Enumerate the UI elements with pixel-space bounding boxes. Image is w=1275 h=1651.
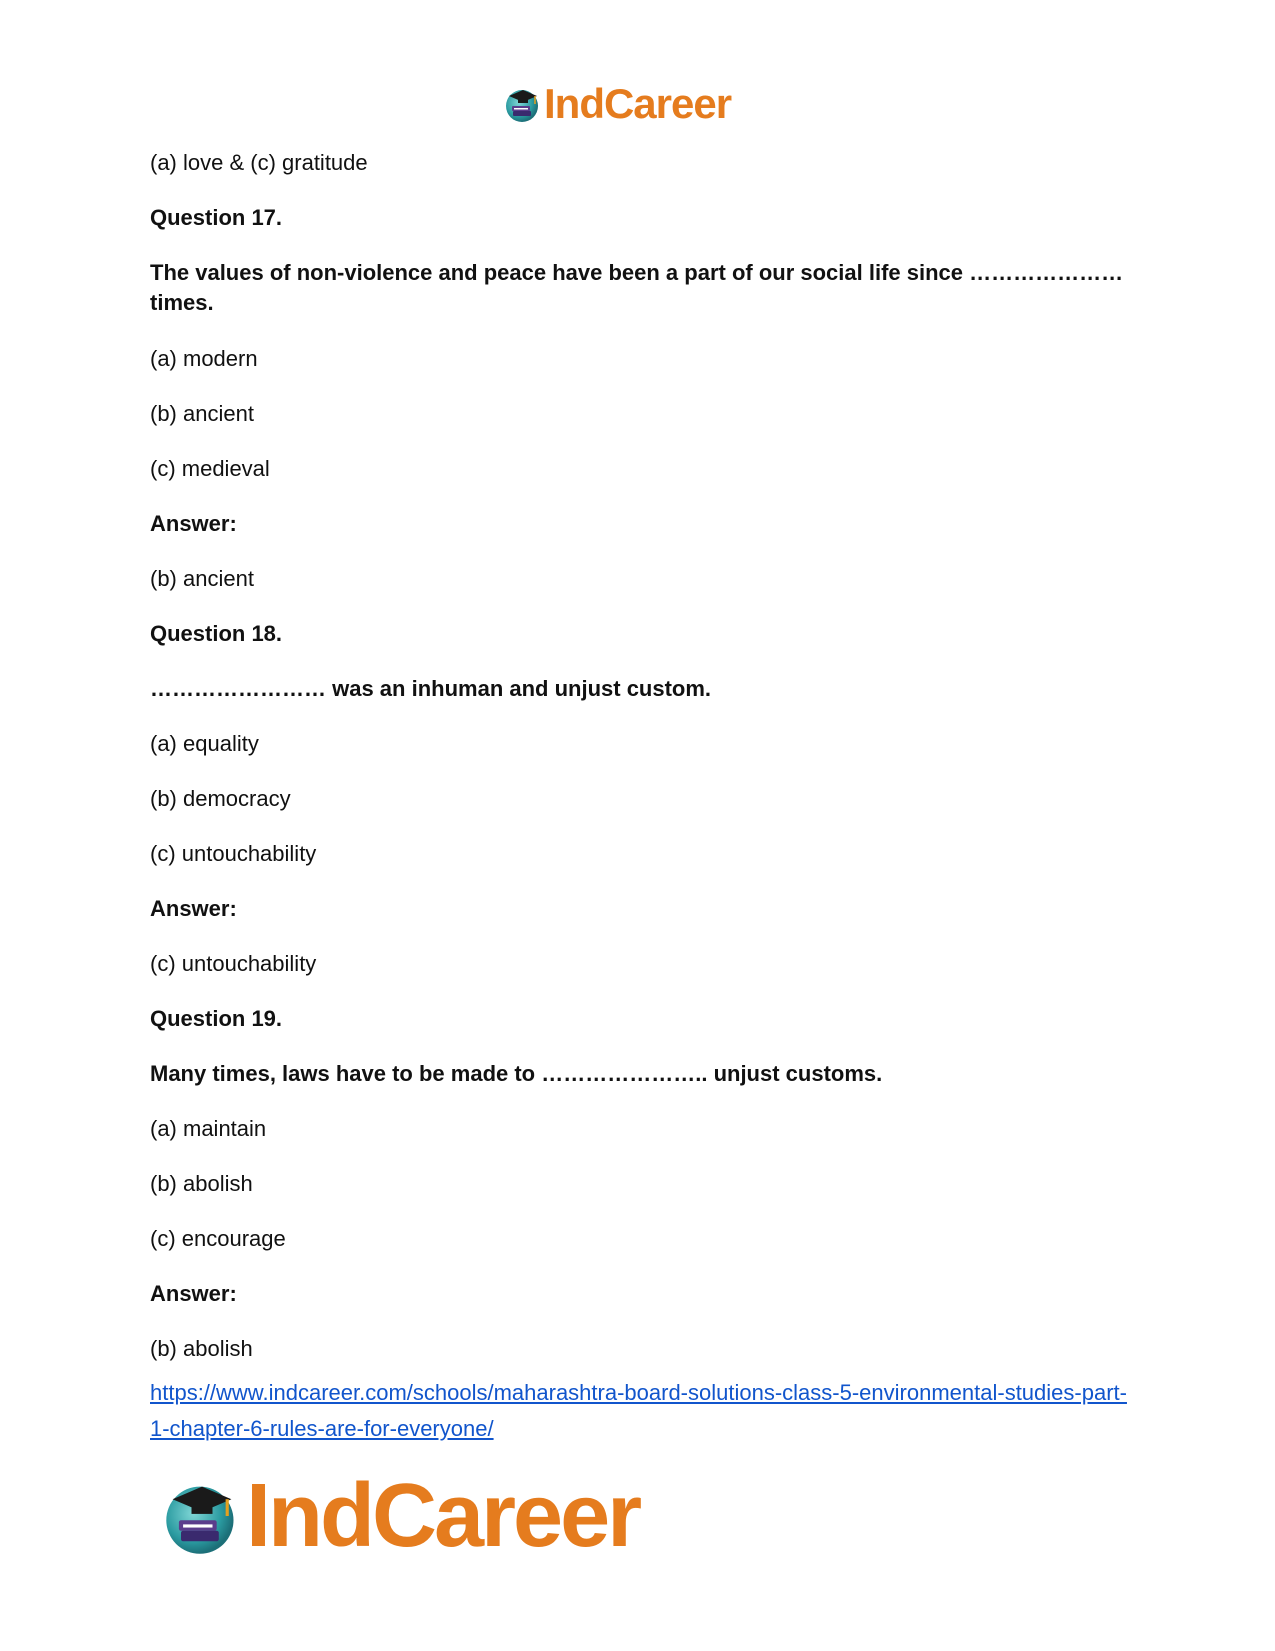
answer-label: Answer: — [150, 896, 237, 921]
option-item: (b) ancient — [150, 401, 254, 426]
question-text: The values of non-violence and peace have been a part of our social life since ………………… times. — [150, 260, 1124, 315]
option-item: (b) abolish — [150, 1336, 253, 1361]
header-logo — [503, 80, 731, 128]
option-item: (c) untouchability — [150, 951, 317, 976]
footer-logo — [160, 1466, 640, 1566]
footer-logo-text: IndCareer — [246, 1466, 640, 1566]
question-text: …………………… was an inhuman and unjust custom. — [150, 676, 712, 701]
question-heading: Question 17. — [150, 205, 283, 230]
header-logo-text: IndCareer — [544, 80, 732, 127]
source-link[interactable]: https://www.indcareer.com/schools/maharashtra-board-solutions-class-5-environmental-studies-part-1-chapter-6-rules-are-for-everyone/ — [150, 1380, 1127, 1441]
globe-graduation-cap-icon — [503, 84, 543, 124]
option-item: (c) encourage — [150, 1226, 286, 1251]
answer-label: Answer: — [150, 511, 237, 536]
option-item: (b) ancient — [150, 566, 254, 591]
option-item: (b) democracy — [150, 786, 291, 811]
option-item: (c) untouchability — [150, 841, 317, 866]
question-heading: Question 18. — [150, 621, 283, 646]
question-heading: Question 19. — [150, 1006, 283, 1031]
option-item: (a) equality — [150, 731, 259, 756]
question-text: Many times, laws have to be made to ………………….. unjust customs. — [150, 1061, 883, 1086]
option-item: (c) medieval — [150, 456, 270, 481]
document-content — [150, 148, 1130, 1447]
globe-graduation-cap-icon — [160, 1474, 244, 1558]
option-item: (b) abolish — [150, 1171, 253, 1196]
option-item: (a) modern — [150, 346, 258, 371]
option-item: (a) love & (c) gratitude — [150, 150, 368, 175]
option-item: (a) maintain — [150, 1116, 267, 1141]
answer-label: Answer: — [150, 1281, 237, 1306]
